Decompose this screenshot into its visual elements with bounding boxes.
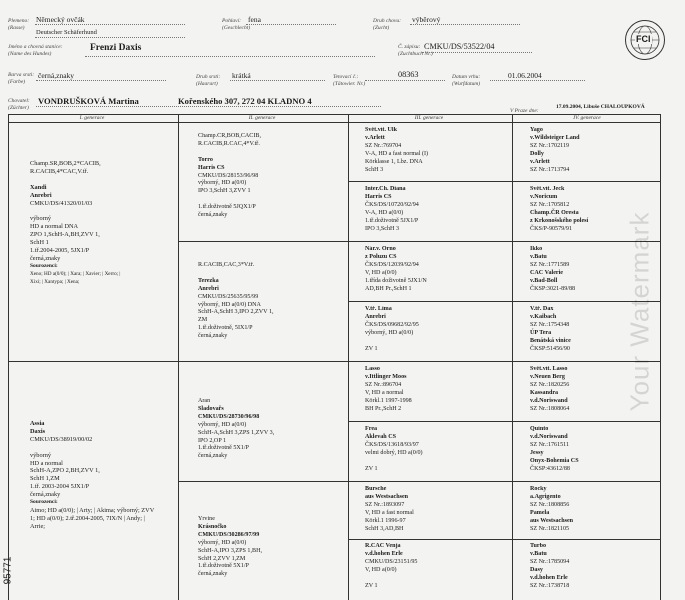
pedigree-line: ČKS/DS/09682/92/95 xyxy=(365,321,419,328)
reg-number: CMKU/DS/53522/04 xyxy=(424,42,495,51)
pedigree-line: Svět.vít. Jeck xyxy=(530,186,565,192)
gen-label-3: III. generace xyxy=(414,115,444,121)
pedigree-line: v.d.Noriswand xyxy=(530,433,568,440)
side-number: 95771 xyxy=(2,556,14,585)
color-label: Barva srsti: xyxy=(8,72,35,78)
pedigree-line: SchH 3,AD,BH xyxy=(365,525,404,532)
pedigree-line: Benátská vinice xyxy=(530,337,571,344)
pedigree-line: Sladovařs xyxy=(198,405,224,412)
breed-label-sub: (Rasse) xyxy=(8,25,25,31)
pedigree-line: v.Batu xyxy=(530,550,547,557)
pedigree-line: velmi dobrý, HD a(0/0) xyxy=(365,449,423,456)
pedigree-line: CMKU/DS/38919/00/02 xyxy=(30,435,93,443)
dob-label: Datum vrhu: xyxy=(452,74,481,80)
pedigree-line: IPO 3,SchH 3 xyxy=(365,225,400,232)
pedigree-line: ČKS/DS/10720/92/94 xyxy=(365,201,419,208)
pedigree-line: výborný xyxy=(30,215,51,223)
pedigree-line: 1.tř.doživotně 5X1/P xyxy=(198,563,249,570)
dob-label-sub: (Wurfdatum) xyxy=(452,81,481,87)
sex-label: Pohlaví: xyxy=(222,18,241,24)
pedigree-line: Rocky xyxy=(530,486,547,492)
pedigree-line: v.Neuen Berg xyxy=(530,373,565,380)
pedigree-line: Xandi xyxy=(30,183,47,191)
pedigree-line: Anrebri xyxy=(30,191,52,199)
pedigree-line: černá,znaky xyxy=(198,333,228,340)
pedigree-line: výborný, HD a(0/0) DNA xyxy=(198,301,261,308)
gen3-cell-2 xyxy=(365,186,510,233)
pedigree-line: ZV 1 xyxy=(365,582,378,589)
pedigree-line: Champ.ČR Oresta xyxy=(530,209,579,216)
pedigree-line: CMKU/DS/28153/96/98 xyxy=(198,172,259,179)
pedigree-line xyxy=(365,458,510,466)
watermark-text: Your Watermark xyxy=(624,211,655,412)
pedigree-line: a.Agrigento xyxy=(530,493,561,500)
pedigree-line: Dolly xyxy=(530,150,544,157)
breed-de: Deutscher Schäferhund xyxy=(36,29,97,36)
pedigree-line: SZ Nr.:1771589 xyxy=(530,261,570,268)
pedigree-line: V, HD a normal xyxy=(365,389,404,396)
issued-label: V Praze dne: xyxy=(510,108,539,114)
pedigree-line: Sourozenci: xyxy=(30,262,58,269)
pedigree-line: AD,BH Pr.,SchH 1 xyxy=(365,285,412,292)
pedigree-line: 1.tř.doživotně 5JQX1/P xyxy=(198,204,256,211)
pedigree-line: 1.tř.doživotně 5JX1/P xyxy=(365,217,419,224)
pedigree-line: v.d.hohen Erle xyxy=(530,574,568,581)
pedigree-line: CMKU/DS/23151/95 xyxy=(365,558,418,565)
pedigree-line: Frea xyxy=(365,426,378,432)
pedigree-line: V, HD a(0/0) xyxy=(365,566,397,573)
pedigree-line: v.Arlett xyxy=(365,134,385,141)
pedigree-line: výborný, HD a(0/0) xyxy=(198,539,247,546)
pedigree-line: Harris CS xyxy=(198,164,225,171)
gen2-cell-3 xyxy=(198,398,346,461)
pedigree-line: SchH-A,SchH 3,IPO 2,ZVV 1, xyxy=(198,309,274,316)
pedigree-line: 1.třída doživotně 5JX1/N xyxy=(365,277,427,284)
pedigree-line: Aklevah CS xyxy=(365,433,396,440)
pedigree-line: aus Westsachsen xyxy=(365,493,409,500)
pedigree-line: Svět.vít. Ulk xyxy=(365,127,397,133)
breed-label: Plemeno: xyxy=(8,18,30,24)
pedigree-line: SZ Nr.:1808856 xyxy=(530,501,570,508)
gen3-cell-5 xyxy=(365,366,510,413)
pedigree-line: CMKU/DS/30286/97/99 xyxy=(198,531,260,538)
pedigree-line: Ikko xyxy=(530,246,543,252)
pedigree-line: Sourozenci: xyxy=(30,499,58,506)
gen-label-4: IV. generace xyxy=(573,115,601,121)
pedigree-line: Körkl.1 1996-97 xyxy=(365,517,406,524)
pedigree-line xyxy=(198,196,346,204)
pedigree-line: výborný, HD a(0/0) xyxy=(198,421,247,428)
tattoo-label-sub: (Tätowier. Nr.) xyxy=(333,81,366,87)
pedigree-line: 1.tř.2004-2005, 5JX1/P xyxy=(30,246,90,254)
pedigree-line: SZ Nr.:1808064 xyxy=(530,405,570,412)
pedigree-line: Aimo; HD a(0/0); | Arty; | Akima; výborný; ZVV xyxy=(30,506,155,514)
pedigree-line: Dasy xyxy=(530,566,543,573)
pedigree-line: Harris CS xyxy=(365,193,392,200)
pedigree-line: R.CACIB,CAC,3*V.tř. xyxy=(198,262,255,268)
gen3-cell-6 xyxy=(365,426,510,473)
reg-label-sub: (Zuchtbuch Nr.) xyxy=(398,51,433,57)
gen3-cell-1 xyxy=(365,127,510,174)
pedigree-line: V, HD a(0/0) xyxy=(365,269,397,276)
hair-value: krátká xyxy=(232,71,251,80)
pedigree-line: ČKSP:51456/90 xyxy=(530,345,570,352)
pedigree-line: Daxis xyxy=(30,427,46,435)
pedigree-line: Bursche xyxy=(365,486,387,492)
gen3-cell-8 xyxy=(365,543,510,590)
pedigree-line: v.Noricum xyxy=(530,193,558,200)
pedigree-line: CMKU/DS/25635/95/99 xyxy=(198,293,259,300)
pedigree-line: ČKSP:3021-89/88 xyxy=(530,285,576,292)
coat-label-sub: (Zucht) xyxy=(373,25,390,31)
pedigree-line: SZ Nr.:1702119 xyxy=(530,142,570,149)
pedigree-line: výborný, HD a(0/0) xyxy=(365,329,414,336)
dob-value: 01.06.2004 xyxy=(508,71,542,80)
pedigree-line: SZ Nr.:1821105 xyxy=(530,525,570,532)
gen2-cell-2 xyxy=(198,262,346,341)
pedigree-line: SZ Nr.:1893097 xyxy=(365,501,405,508)
pedigree-line: Pamela xyxy=(530,509,550,516)
pedigree-line: ČKS/P-90579/91 xyxy=(530,225,572,232)
pedigree-line: R.CAC Venja xyxy=(365,543,401,549)
pedigree-line: ZV 1 xyxy=(365,465,378,472)
tattoo-label: Tetovací č.: xyxy=(333,74,359,80)
pedigree-line: Anrebri xyxy=(365,313,386,320)
pedigree-line xyxy=(198,270,346,278)
pedigree-line xyxy=(30,444,176,452)
pedigree-line: SchH-A,IPO 3,ZPS 1,BH, xyxy=(198,547,262,554)
pedigree-line: SZ Nr.:1820256 xyxy=(530,381,570,388)
hair-label-sub: (Haarart) xyxy=(196,81,218,87)
pedigree-line: Torro xyxy=(198,156,213,163)
pedigree-line: Jessy xyxy=(530,449,544,456)
pedigree-line: Champ.ČR,BOB,CACIB, xyxy=(198,133,261,139)
breed-cz: Německý ovčák xyxy=(36,15,85,24)
gen-label-2: II. generace xyxy=(248,115,276,121)
pedigree-line: R.CACIB,4*CAC,V.tř. xyxy=(30,167,89,175)
pedigree-line: V.tř. Lima xyxy=(365,306,392,312)
pedigree-line: Quinto xyxy=(530,426,549,432)
pedigree-line: v.Batu xyxy=(530,253,547,260)
pedigree-line: Onyx-Bohemia CS xyxy=(530,457,579,464)
pedigree-line: ZM xyxy=(198,317,208,324)
pedigree-line: 1.tř. 2003-2004 5JX1/P xyxy=(30,483,90,491)
pedigree-line: v.Arlett xyxy=(530,158,550,165)
pedigree-line: Xeno; HD a(0/0); | Xara; | Xavier; | Xerro; | xyxy=(30,270,121,277)
pedigree-line: Lasso xyxy=(365,366,380,372)
pedigree-line: Turbo xyxy=(530,543,547,549)
pedigree-line: černá,znaky xyxy=(198,212,228,219)
pedigree-line: v.d.hohen Erle xyxy=(365,550,403,557)
pedigree-line: V-A, HD a fast normal (I) xyxy=(365,150,429,157)
pedigree-line: ÚP Tera xyxy=(530,329,552,336)
pedigree-line: z Krkonošského polesí xyxy=(530,217,589,224)
coat-label: Druh chovu: xyxy=(373,18,401,24)
sex-label-sub: (Geschlecht) xyxy=(222,25,251,31)
pedigree-line: V.tř. Dax xyxy=(530,306,554,312)
pedigree-line: V, HD a fast normal xyxy=(365,509,414,516)
pedigree-line: 1.tř.doživotně 5X1/P xyxy=(198,445,249,452)
reg-label: Č. zápisu: xyxy=(398,44,421,50)
gen2-cell-1 xyxy=(198,133,346,220)
pedigree-line: CMKU/DS/41320/01/03 xyxy=(30,199,93,207)
name-label: Jméno a chovná stanice: xyxy=(8,44,63,50)
pedigree-line: SchH 1 xyxy=(30,239,49,247)
pedigree-line: 1.tř.doživotně, 5IX1/P xyxy=(198,325,253,332)
pedigree-line: SchH-A,ZPO 2,BH,ZVV 1, xyxy=(30,467,100,475)
pedigree-line: SchH 2,ZVV 1,ZM xyxy=(198,555,246,562)
pedigree-line xyxy=(30,207,176,215)
pedigree-line: Nár.v. Orno xyxy=(365,246,396,252)
pedigree-line: Svět.vít. Lasso xyxy=(530,366,568,372)
hair-label: Druh srsti: xyxy=(196,74,221,80)
breeder-label-sub: (Züchter) xyxy=(8,105,29,111)
pedigree-line: Anrebri xyxy=(198,285,219,292)
pedigree-line: SchH 3 xyxy=(365,166,384,173)
pedigree-line: IPO 3,SchH 3,ZVV 1 xyxy=(198,188,251,195)
pedigree-line: Xixi; | Xantypa; | Xena; xyxy=(30,278,80,285)
name-label-sub: (Name des Hundes) xyxy=(8,51,52,57)
pedigree-line: R.CACIB,R.CAC,4*V.tř. xyxy=(198,140,260,147)
pedigree-line xyxy=(365,575,510,583)
breeder-label: Chovatel: xyxy=(8,98,30,104)
breeder-name: VONDRUŠKOVÁ Martina xyxy=(38,96,139,106)
pedigree-line: Yrvine xyxy=(198,516,215,522)
pedigree-line: černá,znaky xyxy=(198,571,228,578)
color-label-sub: (Farbe) xyxy=(8,79,26,85)
pedigree-line: výborný, HD a(0/0) xyxy=(198,180,247,187)
pedigree-line: v.Ittlinger Moos xyxy=(365,373,407,380)
pedigree-line xyxy=(30,176,176,184)
pedigree-line: ZPO 1,SchH-A,BH,ZVV 1, xyxy=(30,231,100,239)
pedigree-line: v.d.Noriswand xyxy=(530,397,568,404)
gen-label-1: I. generace xyxy=(79,115,105,121)
pedigree-line: SZ Nr.:1713794 xyxy=(530,166,570,173)
pedigree-line: Kassandra xyxy=(530,389,559,396)
pedigree-line: SZ Nr.:769704 xyxy=(365,142,402,149)
pedigree-line: Terezka xyxy=(198,277,219,284)
pedigree-line: černá,znaky xyxy=(198,453,228,460)
pedigree-line: SZ Nr.:1738718 xyxy=(530,582,570,589)
pedigree-line: v.Kaibach xyxy=(530,313,557,320)
gen3-cell-7 xyxy=(365,486,510,533)
pedigree-line: ZV 1 xyxy=(365,345,378,352)
dam-cell xyxy=(30,420,176,531)
breeder-address: Kořenského 307, 272 04 KLADNO 4 xyxy=(178,96,312,106)
pedigree-line: ČKS/DS/12039/92/94 xyxy=(365,261,419,268)
dog-name: Frenzi Daxis xyxy=(90,43,142,53)
sire-cell xyxy=(30,160,176,287)
gen3-cell-4 xyxy=(365,306,510,353)
pedigree-line: Körkl.1 1997-1998 xyxy=(365,397,412,404)
fci-text: FCI xyxy=(636,34,651,44)
pedigree-line: BH Pr.,SchH 2 xyxy=(365,405,402,412)
pedigree-line: Krásnočko xyxy=(198,523,227,530)
pedigree-line: Arrie; xyxy=(30,522,46,530)
pedigree-line: SchH-A,SchH 3,ZPS 1,ZVV 3, xyxy=(198,429,275,436)
pedigree-line: HD a normal xyxy=(30,459,63,467)
pedigree-line: Assia xyxy=(30,420,45,427)
pedigree-line: Yago xyxy=(530,127,543,133)
pedigree-line: SchH 1,ZM xyxy=(30,475,60,483)
pedigree-line: SZ Nr.:1705812 xyxy=(530,201,570,208)
pedigree-line: Inter.Ch. Diana xyxy=(365,186,406,192)
color-value: černá,znaky xyxy=(38,71,75,80)
tattoo-value: 08363 xyxy=(398,70,419,79)
pedigree-line: V-A, HD a(0/0) xyxy=(365,209,404,216)
pedigree-line: v.Wildsteiger Land xyxy=(530,134,580,141)
pedigree-line: SZ Nr.:1761511 xyxy=(530,441,570,448)
pedigree-line: černá,znaky xyxy=(30,254,61,262)
pedigree-line: 1; HD a(0/0); 2.tř.2004-2005, 7IX/N | Andy; | xyxy=(30,514,145,522)
gen2-cell-4 xyxy=(198,516,346,579)
pedigree-line: SZ Nr.:1785094 xyxy=(530,558,570,565)
pedigree-line: černá,znaky xyxy=(30,491,61,499)
pedigree-line xyxy=(198,149,346,157)
pedigree-line: IPO 2,OP 1 xyxy=(198,437,227,444)
pedigree-line: aus Westsachsen xyxy=(530,517,574,524)
pedigree-line: z Poluzu CS xyxy=(365,253,397,260)
pedigree-line: Körklasse 1, Lbz. DNA xyxy=(365,158,423,165)
issued-stamp: 17.09.2004, Libuše CHALOUPKOVÁ xyxy=(556,104,645,110)
pedigree-line xyxy=(365,338,510,346)
pedigree-line: SZ Nr.:1754348 xyxy=(530,321,570,328)
pedigree-line: SZ Nr.:896704 xyxy=(365,381,402,388)
sex-value: fena xyxy=(248,15,261,24)
pedigree-line: ČKS/DS/13618/93/97 xyxy=(365,441,419,448)
pedigree-line: HD a normal DNA xyxy=(30,223,79,231)
pedigree-line: ČKSP:43612/88 xyxy=(530,465,570,472)
gen3-cell-3 xyxy=(365,246,510,293)
pedigree-line: Aran xyxy=(198,398,211,404)
pedigree-line: Champ.SR,BOB,2*CACIB, xyxy=(30,160,101,167)
coat-value: výběrový xyxy=(412,15,441,24)
pedigree-line: CAC Valerie xyxy=(530,269,564,276)
pedigree-line: výborný xyxy=(30,451,51,459)
pedigree-line: CMKU/DS/28730/96/98 xyxy=(198,413,260,420)
pedigree-line: v.Bad-Boll xyxy=(530,277,558,284)
